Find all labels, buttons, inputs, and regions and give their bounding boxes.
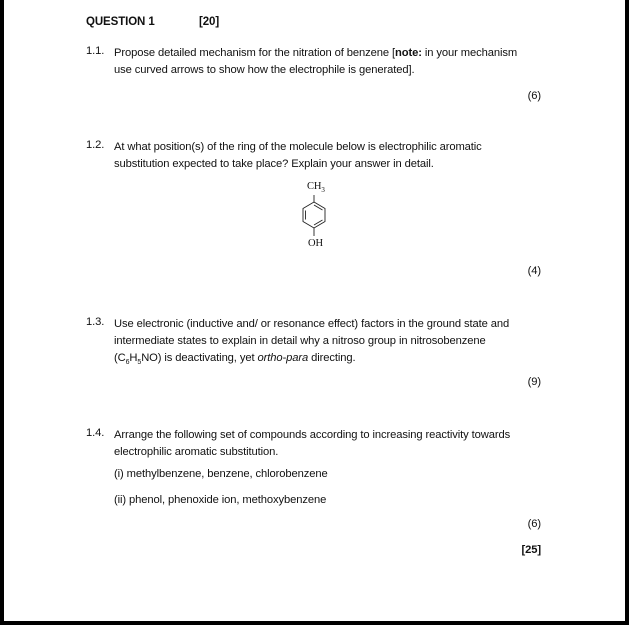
- formula-sub-5: 5: [137, 359, 142, 367]
- question-1-2-text: [114, 139, 548, 173]
- question-marks: (9): [527, 376, 541, 388]
- question-text-italic: ortho-para: [257, 352, 309, 364]
- question-1-4-text: [114, 427, 548, 461]
- question-1-1-text: [114, 45, 550, 79]
- question-text: Arrange the following set of compounds according to increasing reactivity towards: [114, 429, 511, 441]
- question-text: is deactivating, yet: [161, 352, 258, 364]
- question-marks: (6): [527, 90, 541, 102]
- question-number: 1.2.: [86, 139, 105, 151]
- formula-sub-6: 6: [125, 359, 130, 367]
- question-text: Use electronic (inductive and/ or resonance effect) factors in the ground state and: [114, 318, 510, 330]
- list-item: (i) methylbenzene, benzene, chlorobenzene: [114, 468, 328, 480]
- benzene-ring-structure: [300, 193, 330, 239]
- question-text: electrophilic aromatic substitution.: [114, 446, 279, 458]
- list-item: (ii) phenol, phenoxide ion, methoxybenzene: [114, 494, 327, 506]
- methyl-group-label: $CH_3$: [307, 181, 325, 195]
- question-text: Propose detailed mechanism for the nitration of benzene [: [114, 47, 395, 59]
- question-text: in your mechanism: [421, 47, 518, 59]
- question-number: 1.1.: [86, 45, 105, 57]
- question-text-line3: [114, 350, 548, 367]
- formula-h: H: [129, 352, 138, 364]
- question-heading: QUESTION 1: [86, 16, 155, 28]
- question-1-3-text: [114, 316, 548, 367]
- question-number: 1.4.: [86, 427, 105, 439]
- question-text: intermediate states to explain in detail why a nitroso group in nitrosobenzene: [114, 335, 486, 347]
- grand-total-marks: [25]: [521, 544, 541, 556]
- hydroxyl-group-label: OH: [308, 238, 323, 249]
- question-marks: (4): [527, 265, 541, 277]
- question-text: directing.: [308, 352, 356, 364]
- question-total-marks: [20]: [199, 16, 220, 28]
- formula-no: NO): [141, 352, 162, 364]
- question-text: At what position(s) of the ring of the molecule below is electrophilic aromatic: [114, 141, 482, 153]
- question-number: 1.3.: [86, 316, 105, 328]
- question-text: substitution expected to take place? Explain your answer in detail.: [114, 158, 434, 170]
- exam-page: [4, 0, 625, 621]
- note-label: note:: [395, 47, 422, 59]
- question-text: use curved arrows to show how the electrophile is generated].: [114, 64, 415, 76]
- question-marks: (6): [527, 518, 541, 530]
- formula-c: (C: [114, 352, 126, 364]
